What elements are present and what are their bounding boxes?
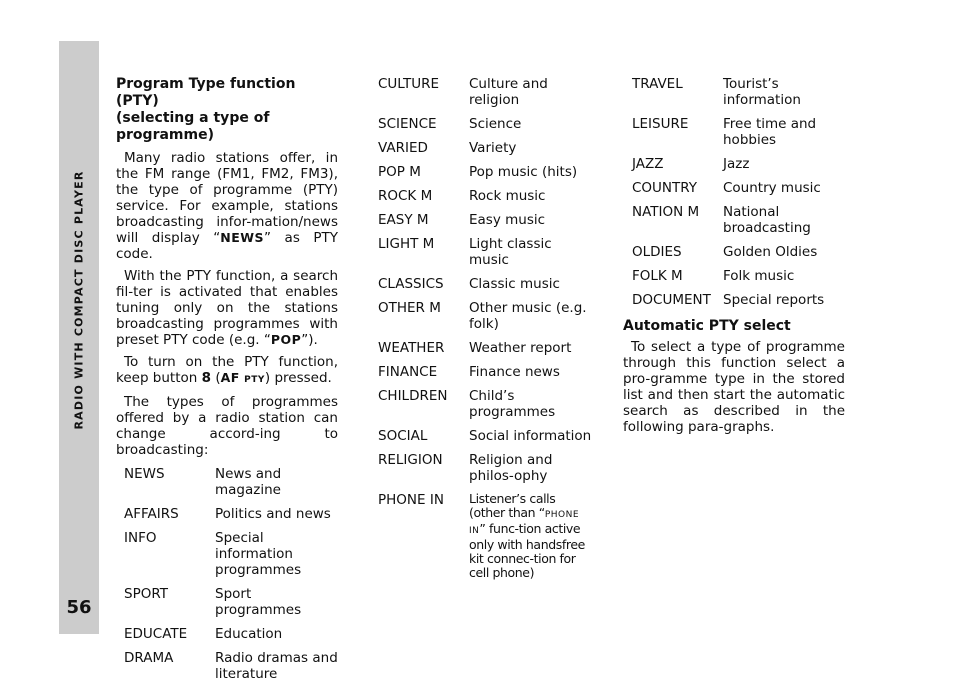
pty-code: NEWS (124, 466, 165, 482)
pty-description: Golden Oldies (723, 244, 818, 260)
pty-table-part3 (632, 76, 845, 316)
pty-code: CLASSICS (378, 276, 444, 292)
pty-code: COUNTRY (632, 180, 698, 196)
table-row (124, 626, 338, 650)
pty-description: Finance news (469, 364, 560, 380)
pty-description: Special information programmes (215, 530, 302, 578)
button-number: 8 (201, 370, 212, 386)
pty-description: Variety (469, 140, 517, 156)
pty-table-part2 (378, 76, 594, 588)
table-row (124, 466, 338, 506)
pty-code: LEISURE (632, 116, 689, 132)
pty-description: Child’s programmes (469, 388, 556, 420)
pty-code: OTHER M (378, 300, 441, 316)
table-row (378, 212, 594, 236)
table-row (378, 340, 594, 364)
table-row (632, 76, 845, 116)
description-text: ” func-tion active only with handsfree kit connec-tion for cell phone) (469, 521, 585, 580)
pty-code: CULTURE (378, 76, 440, 92)
page-number: 56 (66, 597, 92, 618)
paragraph-pty-turn-on (116, 354, 338, 388)
pty-description: Religion and philos-ophy (469, 452, 553, 484)
pty-code: POP M (378, 164, 421, 180)
pty-description: Tourist’s information (723, 76, 801, 108)
pty-description: National broadcasting (723, 204, 811, 236)
table-row (378, 116, 594, 140)
table-row (378, 276, 594, 300)
pty-description: Folk music (723, 268, 795, 284)
table-row (632, 116, 845, 156)
pty-code: FINANCE (378, 364, 438, 380)
automatic-pty-heading: Automatic PTY select (623, 318, 791, 334)
pty-code: SOCIAL (378, 428, 428, 444)
paragraph-text: ( (211, 370, 221, 386)
paragraph-text: ”). (301, 332, 318, 348)
pty-description: Classic music (469, 276, 560, 292)
pty-heading (116, 76, 338, 144)
table-row (378, 452, 594, 492)
pty-description (469, 492, 594, 588)
table-row (632, 180, 845, 204)
pty-description: Light classic music (469, 236, 552, 268)
table-row (378, 388, 594, 428)
pty-code-phone-in: PHONE IN (469, 510, 580, 536)
pty-description: Weather report (469, 340, 572, 356)
pty-description: Country music (723, 180, 821, 196)
pty-description: Rock music (469, 188, 546, 204)
pty-code: INFO (124, 530, 157, 546)
paragraph-pty-filter (116, 268, 338, 348)
pty-code-news: NEWS (220, 230, 265, 245)
paragraph-pty-service (116, 150, 338, 262)
button-label-pty: PTY (244, 375, 265, 385)
pty-code: CHILDREN (378, 388, 448, 404)
pty-code: ROCK M (378, 188, 433, 204)
pty-code: DRAMA (124, 650, 174, 666)
pty-heading-line2: (selecting a type of programme) (116, 110, 270, 143)
paragraph-automatic-pty: To select a type of programme through this function select a pro-gramme type in the stored list and then start the automatic search as described in the following para-graphs. (623, 339, 845, 435)
paragraph-text: ” as PTY code. (116, 230, 338, 262)
pty-description: Culture and religion (469, 76, 548, 108)
table-row (378, 188, 594, 212)
column-pty-intro (116, 76, 338, 690)
pty-code: AFFAIRS (124, 506, 179, 522)
pty-description: Politics and news (215, 506, 331, 522)
pty-code: RELIGION (378, 452, 443, 468)
pty-code: LIGHT M (378, 236, 435, 252)
pty-code: VARIED (378, 140, 428, 156)
table-row (632, 268, 845, 292)
table-row (378, 236, 594, 276)
table-row (124, 586, 338, 626)
table-row (632, 244, 845, 268)
pty-code: JAZZ (632, 156, 664, 172)
button-label-af: AF (220, 370, 240, 385)
pty-description: Science (469, 116, 522, 132)
table-row (124, 506, 338, 530)
pty-description: Easy music (469, 212, 546, 228)
table-row (378, 164, 594, 188)
table-row (378, 140, 594, 164)
table-row (378, 492, 594, 588)
table-row (632, 156, 845, 180)
table-row (124, 530, 338, 586)
table-row (632, 204, 845, 244)
pty-description: Social information (469, 428, 592, 444)
pty-description: Special reports (723, 292, 825, 308)
table-row (632, 292, 845, 316)
table-row (378, 428, 594, 452)
pty-code: FOLK M (632, 268, 683, 284)
pty-description: Sport programmes (215, 586, 302, 618)
pty-code: WEATHER (378, 340, 445, 356)
pty-code-pop: POP (270, 332, 302, 347)
table-row (378, 364, 594, 388)
pty-code: SCIENCE (378, 116, 437, 132)
table-row (124, 650, 338, 690)
paragraph-text: To turn on the PTY function, keep button (116, 354, 338, 386)
pty-description: Free time and hobbies (723, 116, 817, 148)
column-pty-list-continued (623, 76, 845, 435)
pty-code: PHONE IN (378, 492, 444, 508)
paragraph-text: With the PTY function, a search fil-ter is activated that enables tuning only on the stations broadcasting programmes with preset PTY code (e.g. “ (116, 268, 338, 348)
paragraph-text: ) pressed. (264, 370, 332, 386)
pty-description: Jazz (723, 156, 750, 172)
table-row (378, 300, 594, 340)
column-pty-list (378, 76, 594, 588)
pty-description: Radio dramas and literature (215, 650, 338, 682)
pty-description: Education (215, 626, 283, 642)
paragraph-programme-types: The types of programmes offered by a radio station can change accord-ing to broadcasting: (116, 394, 338, 458)
pty-code: EDUCATE (124, 626, 188, 642)
pty-description: Other music (e.g. folk) (469, 300, 587, 332)
pty-heading-line1: Program Type function (PTY) (116, 76, 296, 109)
pty-description: Pop music (hits) (469, 164, 578, 180)
section-title: RADIO WITH COMPACT DISC PLAYER (72, 170, 86, 430)
pty-code: DOCUMENT (632, 292, 711, 308)
pty-code: OLDIES (632, 244, 682, 260)
description-text: Listener’s calls (other than “ (469, 491, 556, 520)
pty-table-part1 (124, 466, 338, 690)
pty-code: TRAVEL (632, 76, 683, 92)
paragraph-text: Many radio stations offer, in the FM range (FM1, FM2, FM3), the type of programme (PTY) service. For example, stations broadcasting infor-mation/news will display “ (116, 150, 338, 246)
pty-description: News and magazine (215, 466, 282, 498)
pty-code: EASY M (378, 212, 429, 228)
pty-code: SPORT (124, 586, 168, 602)
pty-code: NATION M (632, 204, 700, 220)
table-row (378, 76, 594, 116)
